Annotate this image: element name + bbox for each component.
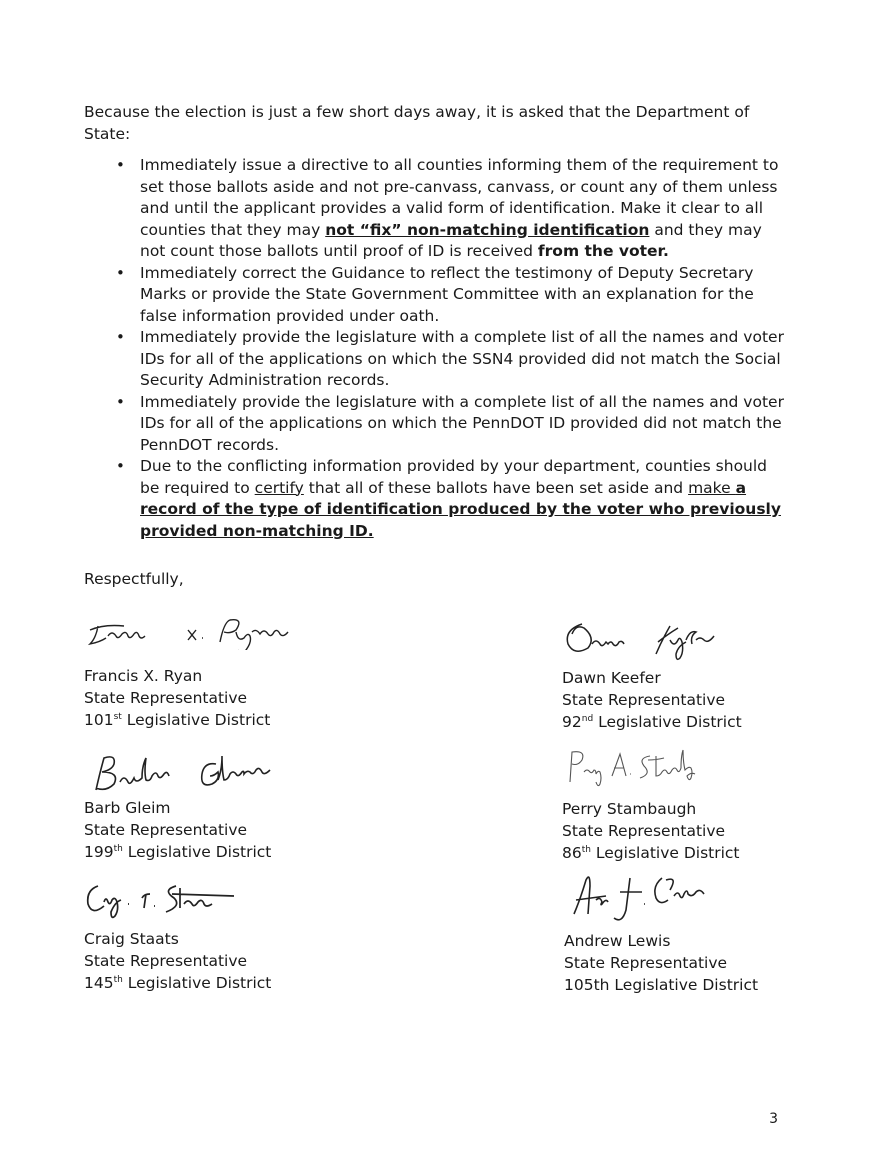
signature-ryan [84,612,304,650]
signer-title: State Representative [562,821,726,840]
signer-name: Barb Gleim [84,799,171,817]
request-item [140,263,788,328]
signer-title: State Representative [84,951,248,970]
signer-name: Dawn Keefer [562,669,661,687]
signer-name: Francis X. Ryan [84,667,203,685]
request-text: Immediately issue a directive to all counties informing them of the requirement to set those ballots aside and not pre-canvass, canvass, or count any of them unless and until the applicant provides a valid form of identification. Make it clear to all counties that they may [140,156,779,239]
signer-name: Craig Staats [84,930,179,948]
intro-paragraph: Because the election is just a few short days away, it is asked that the Department of State: [84,103,750,143]
request-text: Immediately correct the Guidance to reflect the testimony of Deputy Secretary Marks or provide the State Government Committee with an explanation for the false information provided under oath. [140,263,754,325]
request-text: Immediately provide the legislature with a complete list of all the names and voter IDs for all of the applications on which the PennDOT ID provided did not match the PennDOT records. [140,392,784,454]
signer-block-lewis [564,931,758,996]
signature-stambaugh [564,746,724,790]
signature-staats [84,876,244,922]
request-text: not “fix” non-matching identification [325,220,650,239]
signer-district: 86th Legislative District [562,843,740,862]
signer-title: State Representative [564,953,728,972]
signer-district: 92nd Legislative District [562,712,742,731]
signer-title: State Representative [562,690,726,709]
request-text: and they may not count those ballots until proof of ID is received [140,220,762,260]
signature-gleim [86,752,286,796]
request-item [140,155,788,263]
signer-title: State Representative [84,820,248,839]
signer-district: 101st Legislative District [84,710,271,729]
request-text: from the voter. [537,242,669,260]
signer-name: Andrew Lewis [564,932,671,950]
signer-block-stambaugh [562,799,740,864]
signer-block-staats [84,929,271,994]
request-text: Due to the conflicting information provided by your department, counties should be required to [140,457,768,497]
request-text: a record of the type of identification produced by the voter who previously provided non-matching ID. [140,478,781,540]
request-list [140,155,788,542]
signer-block-keefer [562,668,742,733]
request-text: Immediately provide the legislature with a complete list of all the names and voter IDs for all of the applications on which the SSN4 provided did not match the Social Security Administration records. [140,328,784,389]
request-text: make [688,478,736,497]
signer-district: 199th Legislative District [84,842,272,861]
request-item [140,327,788,392]
closing-salutation: Respectfully, [84,570,184,588]
signer-district: 145th Legislative District [84,973,272,992]
request-item [140,456,788,542]
signer-name: Perry Stambaugh [562,800,697,818]
signature-lewis [566,870,736,930]
request-text: certify [254,478,304,497]
request-item [140,392,788,457]
signer-block-ryan [84,666,270,731]
signer-block-gleim [84,798,271,863]
signer-district: 105th Legislative District [564,975,759,994]
signer-title: State Representative [84,688,248,707]
page-number: 3 [769,1111,778,1127]
request-text: that all of these ballots have been set aside and [303,478,689,497]
signature-keefer [562,614,742,666]
